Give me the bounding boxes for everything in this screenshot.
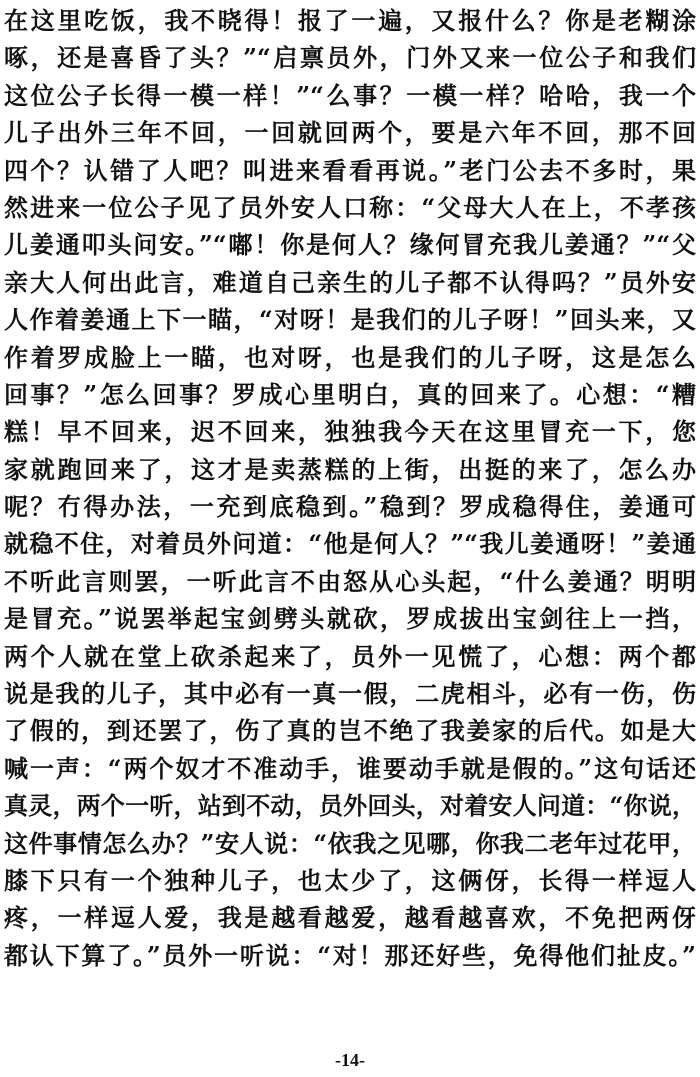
body-text (4, 2, 696, 974)
text-line-2: 啄，还是喜昏了头？”“启禀员外，门外又来一位公子和我们 (4, 43, 696, 73)
page-number: -14- (335, 1050, 365, 1070)
text-line-4: 儿子出外三年不回，一回就回两个，要是六年不回，那不回 (4, 118, 696, 148)
text-line-11: 回事？”怎么回事？罗成心里明白，真的回来了。心想：“糟 (4, 379, 696, 409)
text-line-7: 儿姜通叩头问安。”“嘟！你是何人？缘何冒充我儿姜通？”“父 (4, 230, 696, 260)
text-line-16: 不听此言则罢，一听此言不由怒从心头起，“什么姜通？明明 (4, 566, 696, 596)
text-line-13: 家就跑回来了，这才是卖蒸糕的上街，出挺的来了，怎么办 (4, 454, 696, 484)
text-line-20: 了假的，到还罢了，伤了真的岂不绝了我姜家的后代。如是大 (4, 716, 696, 746)
text-line-6: 然进来一位公子见了员外安人口称：“父母大人在上，不孝孩 (4, 192, 696, 222)
text-line-5: 四个？认错了人吧？叫进来看看再说。”老门公去不多时，果 (4, 155, 696, 185)
text-line-3: 这位公子长得一模一样！”“么事？一模一样？哈哈，我一个 (4, 80, 696, 110)
text-line-14: 呢？冇得办法，一充到底稳到。”稳到？罗成稳得住，姜通可 (4, 492, 696, 522)
text-line-12: 糕！早不回来，迟不回来，独独我今天在这里冒充一下，您 (4, 417, 696, 447)
text-line-10: 作着罗成脸上一瞄，也对呀，也是我们的儿子呀，这是怎么 (4, 342, 696, 372)
text-line-23: 这件事情怎么办？”安人说：“依我之见哪，你我二老年过花甲， (4, 828, 696, 858)
text-line-17: 是冒充。”说罢举起宝剑劈头就砍，罗成拔出宝剑往上一挡， (4, 604, 696, 634)
text-line-21: 喊一声：“两个奴才不准动手，谁要动手就是假的。”这句话还 (4, 753, 696, 783)
text-line-9: 人作着姜通上下一瞄，“对呀！是我们的儿子呀！”回头来，又 (4, 305, 696, 335)
text-line-26: 都认下算了。”员外一听说：“对！那还好些，免得他们扯皮。” (4, 940, 696, 970)
text-line-15: 就稳不住，对着员外问道：“他是何人？”“我儿姜通呀！”姜通 (4, 529, 696, 559)
text-line-1: 在这里吃饭，我不晓得！报了一遍，又报什么？你是老糊涂 (4, 6, 696, 35)
text-line-25: 疼，一样逗人爱，我是越看越爱，越看越喜欢，不免把两伢 (4, 903, 696, 933)
text-line-18: 两个人就在堂上砍杀起来了，员外一见慌了，心想：两个都 (4, 641, 696, 671)
text-line-19: 说是我的儿子，其中必有一真一假，二虎相斗，必有一伤，伤 (4, 679, 696, 709)
text-line-22: 真灵，两个一听，站到不动，员外回头，对着安人问道：“你说， (4, 791, 696, 821)
text-line-24: 膝下只有一个独种儿子，也太少了，这俩伢，长得一样逗人 (4, 865, 696, 895)
text-line-8: 亲大人何出此言，难道自己亲生的儿子都不认得吗？”员外安 (4, 267, 696, 297)
